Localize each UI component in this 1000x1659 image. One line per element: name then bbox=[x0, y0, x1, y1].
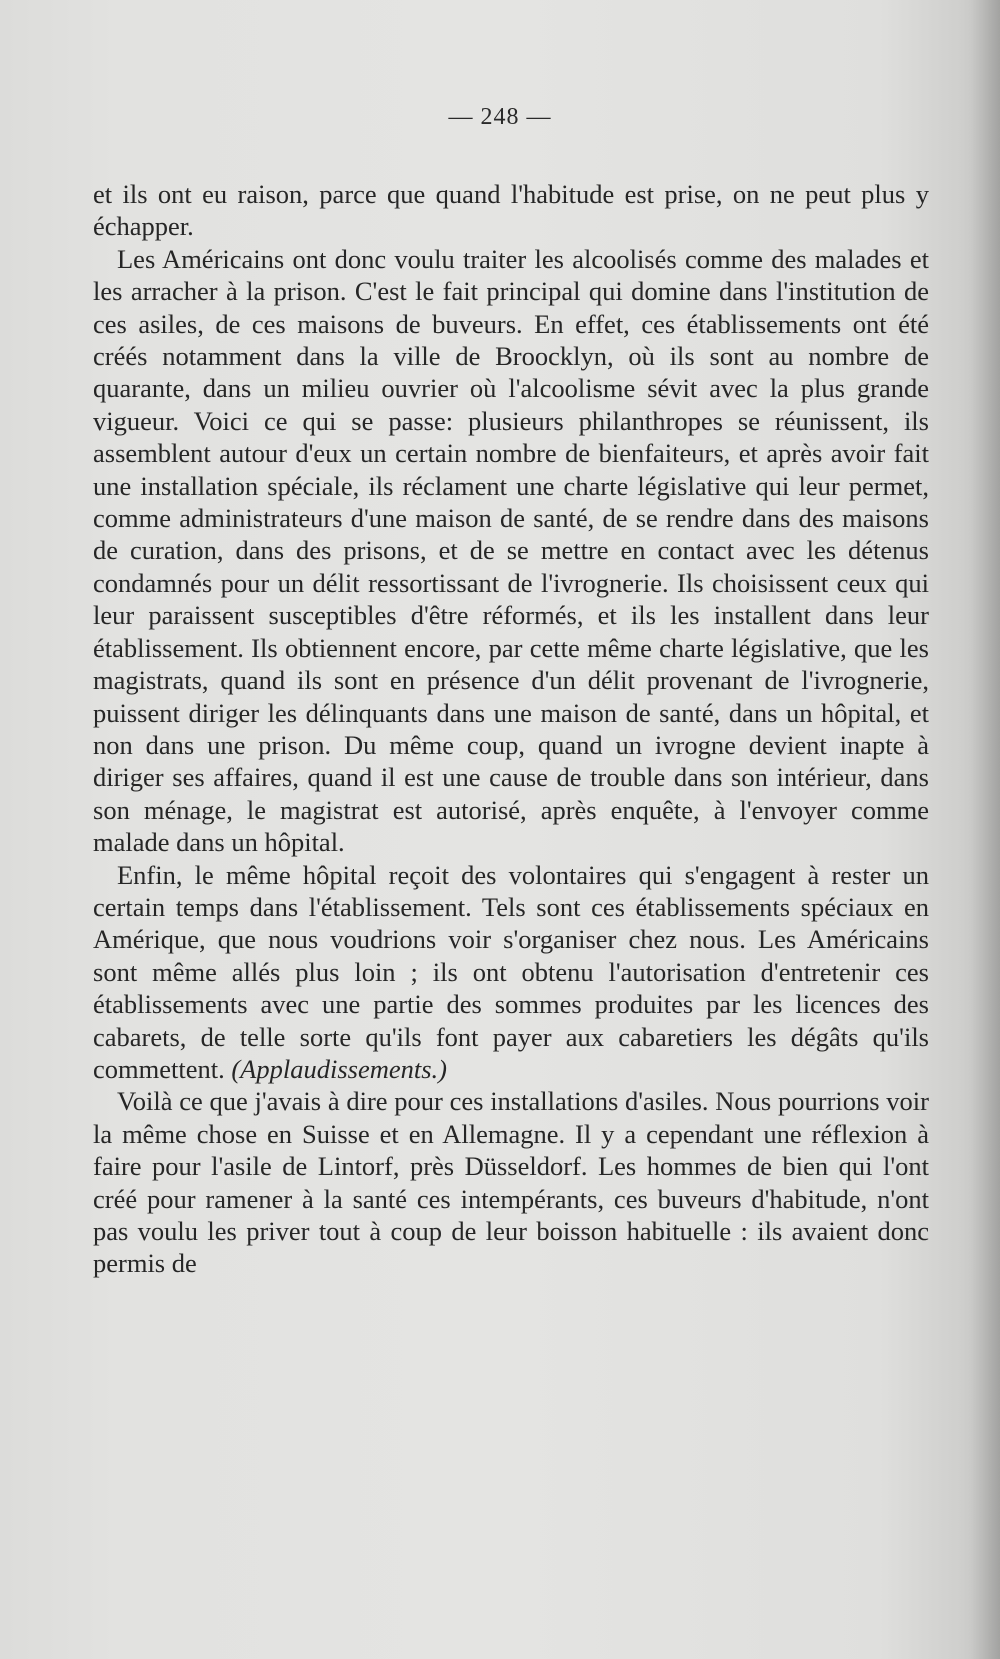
paragraph-1 bbox=[93, 178, 929, 243]
paragraph-2-text: Les Américains ont donc voulu traiter les alcoolisés comme des malades et les arracher à la prison. C'est le fait principal qui domine dans l'institution de ces asiles, de ces maisons de buveurs. En effet, ces établissements ont été créés notamment dans la ville de Broocklyn, où ils sont au nombre de quarante, dans un milieu ouvrier où l'alcoolisme sévit avec la plus grande vigueur. Voici ce qui se passe: plusieurs philanthropes se réunissent, ils assemblent autour d'eux un certain nombre de bienfaiteurs, et après avoir fait une installation spéciale, ils réclament une charte législative qui leur permet, comme administrateurs d'une maison de santé, de se rendre dans des maisons de curation, dans des prisons, et de se mettre en contact avec les détenus condamnés pour un délit ressortissant de l'ivrognerie. Ils choisissent ceux qui leur paraissent susceptibles d'être réformés, et ils les installent dans leur établissement. Ils obtiennent encore, par cette même charte législative, que les magistrats, quand ils sont en présence d'un délit provenant de l'ivrognerie, puissent diriger les délinquants dans une maison de santé, dans un hôpital, et non dans une prison. Du même coup, quand un ivrogne devient inapte à diriger ses affaires, quand il est une cause de trouble dans son intérieur, dans son ménage, le magistrat est autorisé, après enquête, à l'envoyer comme malade dans un hôpital. bbox=[93, 243, 929, 858]
paragraph-1-text: et ils ont eu raison, parce que quand l'habitude est prise, on ne peut plus y échapper. bbox=[93, 179, 929, 242]
paragraph-4-text: Voilà ce que j'avais à dire pour ces installations d'asiles. Nous pourrions voir la même chose en Suisse et en Allemagne. Il y a cependant une réflexion à faire pour l'asile de Lintorf, près Düsseldorf. Les hommes de bien qui l'ont créé pour ramener à la santé ces intempérants, ces buveurs d'habitude, n'ont pas voulu les priver tout à coup de leur boisson habituelle : ils avaient donc permis de bbox=[93, 1086, 929, 1279]
page-edge-shadow bbox=[970, 0, 1000, 1659]
page-number: — 248 — bbox=[448, 104, 552, 130]
applause-note: (Applaudissements.) bbox=[231, 1053, 448, 1084]
paragraph-3 bbox=[93, 859, 929, 1086]
paragraph-3-text: Enfin, le même hôpital reçoit des volontaires qui s'engagent à rester un certain temps dans l'établissement. Tels sont ces établissements spéciaux en Amérique, que nous voudrions voir s'organiser chez nous. Les Américains sont même allés plus loin ; ils ont obtenu l'autorisation d'entretenir ces établissements avec une partie des sommes produites par les licences des cabarets, de telle sorte qu'ils font payer aux cabaretiers les dégâts qu'ils commettent. bbox=[93, 859, 929, 1084]
paragraph-4 bbox=[93, 1085, 929, 1279]
paragraph-2 bbox=[93, 243, 929, 859]
page-text bbox=[93, 178, 929, 1280]
